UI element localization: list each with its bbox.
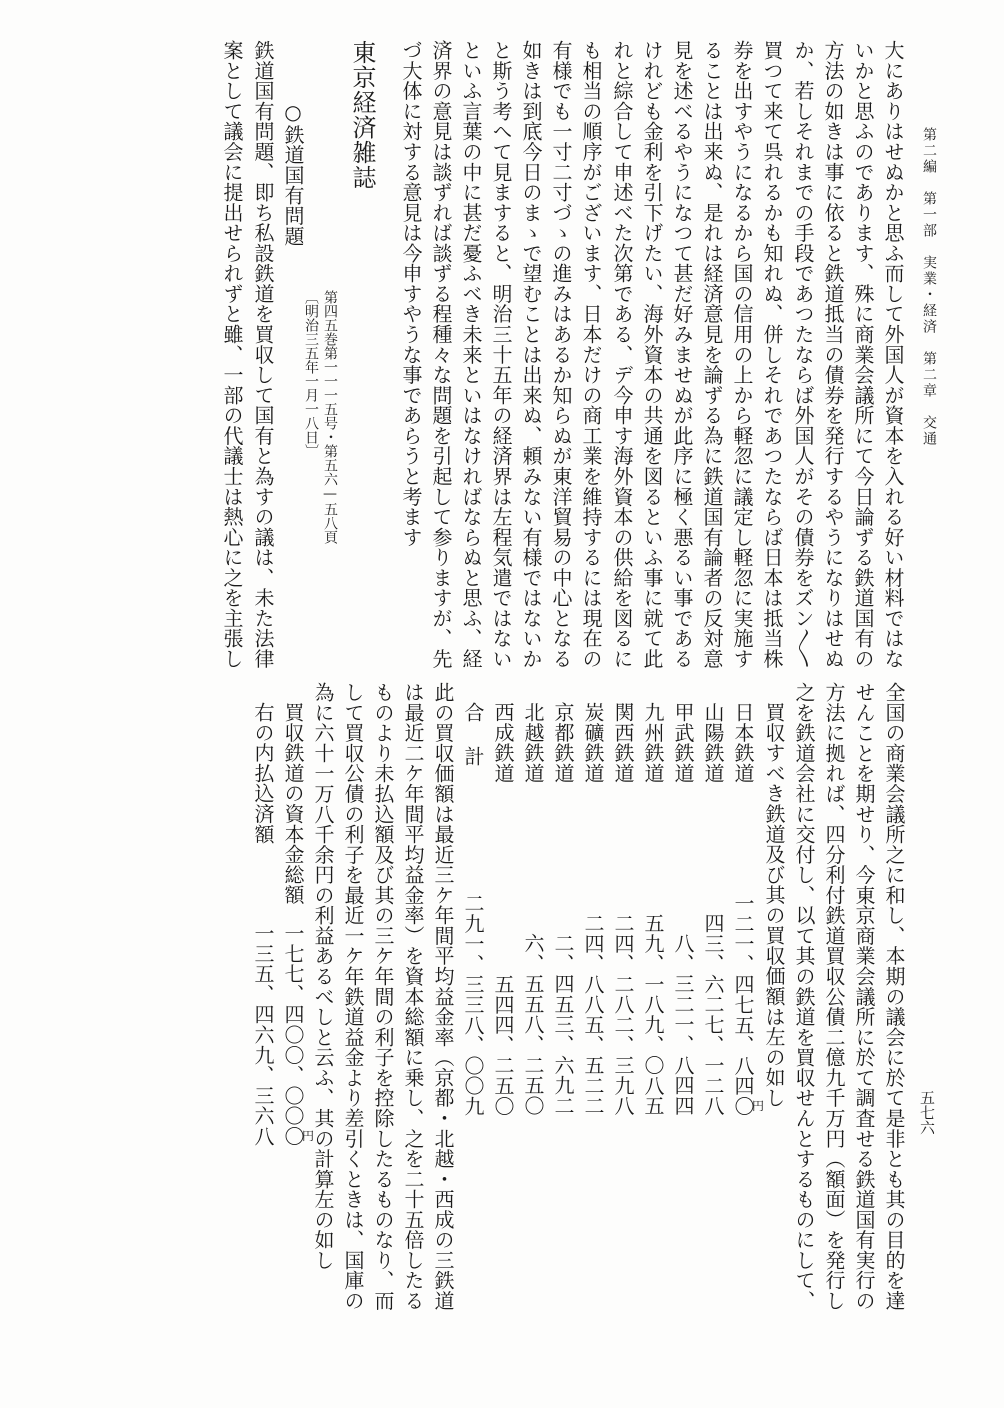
body-line: といふ言葉の中に甚だ憂ふべき未来といはなければならぬと思ふ、経 [459,40,483,669]
body-line: 如きは到底今日のまゝで望むことは出来ぬ、頼みない有様ではないか [519,40,543,669]
body-line: は最近二ケ年間平均益金率）を資本総額に乗し、之を二十五倍したる [401,682,425,1311]
body-line: と斯う考へて見ますると、明治三十五年の経済界は左程気遣ではない [489,40,513,669]
body-line: 鉄道国有問題、即ち私設鉄道を買収して国有と為すの議は、未た法律 [251,40,275,669]
railway-amount: 二、四五三、六九二 [551,933,575,1116]
railway-amount: 一二一、四七五、八四〇 [731,892,755,1116]
railway-name: 北越鉄道 [521,702,545,784]
total-amount: 二九一、三三八、〇〇九 [461,892,485,1116]
railway-name: 九州鉄道 [641,702,665,784]
body-line: 此の買収価額は最近三ケ年間平均益金率（京都・北越・西成の三鉄道 [431,682,455,1311]
source-date-note: 〔明治三五年一月一八日〕 [303,290,319,458]
capital-amount: 一七七、四〇〇、〇〇〇 [281,922,305,1146]
paid-label: 右の内払込済額 [251,702,275,844]
yen-unit-label: 円 [301,1129,314,1143]
body-line: 有様でも一寸二寸づゝの進みはあるか知らぬが東洋貿易の中心となる [549,40,573,669]
railway-amount: 五四四、二五〇 [491,974,515,1116]
body-line: ることは出来ぬ、是れは経済意見を論ずる為に鉄道国有論者の反対意 [700,40,724,669]
railway-name: 甲武鉄道 [671,702,695,784]
body-line: 買つて来て呉れるかも知れぬ、併しそれであつたならば日本は抵当株 [760,40,784,669]
body-line: 之を鉄道会社に交付し、以て其の鉄道を買収せんとするものにして、 [792,682,816,1311]
railway-amount: 八、三二一、八四四 [671,933,695,1116]
article-title: ○鉄道国有問題 [281,100,305,246]
body-line: も相当の順序がございます、日本だけの商工業を維持するには現在の [579,40,603,669]
railway-name: 関西鉄道 [611,702,635,784]
yen-unit-label: 円 [751,1099,764,1113]
railway-name: 日本鉄道 [731,702,755,784]
railway-name: 西成鉄道 [491,702,515,784]
body-line: いかと思ふのであります、殊に商業会議所にて今日論ずる鉄道国有の [851,40,875,669]
railway-amount: 六、五五八、二五〇 [521,933,545,1116]
source-note: 第四五巻第一一一五号・第五六—五八頁 [322,290,338,544]
body-line: 方法の如きは事に依ると鉄道抵当の債券を発行するやうになりはせぬ [821,40,845,669]
source-title: 東京経済雑誌 [348,40,376,190]
railway-name: 山陽鉄道 [701,702,725,784]
railway-amount: 二四、八八五、五二二 [581,913,605,1116]
body-line: 案として議会に提出せられずと雖、一部の代議士は熱心に之を主張し [220,40,244,669]
railway-amount: 二四、二八二、三九八 [611,913,635,1116]
railway-name: 京都鉄道 [551,702,575,784]
body-line: ものより未払込額及び其の三ケ年間の利子を控除したるものなり、而 [371,682,395,1311]
paid-amount: 一三五、四六九、三六八 [251,922,275,1146]
body-line: 見を述べるやうになつて甚だ好みませぬが此序に極く悪るい事である [670,40,694,669]
body-line: 券を出すやうになるから国の信用の上から軽忽に議定し軽忽に実施す [730,40,754,669]
body-line: けれども金利を引下げたい、海外資本の共通を図るといふ事に就て此 [640,40,664,669]
body-line: 大にありはせぬかと思ふ而して外国人が資本を入れる好い材料ではな [881,40,905,669]
body-line: れと綜合して申述べた次第である、デ今申す海外資本の供給を図るに [610,40,634,669]
body-line: 済界の意見は談ずれば談ずる程種々な問題を引起して参りますが、先 [429,40,453,669]
body-line: して買収公債の利子を最近一ケ年鉄道益金より差引くときは、国庫の [341,682,365,1311]
body-line: せんことを期せり、今東京商業会議所に於て調査せる鉄道国有実行の [852,682,876,1311]
total-label: 合 計 [461,702,485,768]
body-line: か、若しそれまでの手段であつたならば外国人がその債券をズン〳〵 [791,40,815,669]
railway-amount: 五九、一八九、〇八五 [641,913,665,1116]
railway-name: 炭礦鉄道 [581,702,605,784]
capital-label: 買収鉄道の資本金総額 [281,702,305,905]
running-head: 第二編 第一部 実業・経済 第二章 交通 [921,127,937,447]
body-line: づ大体に対する意見は今申すやうな事であらうと考ます [399,40,423,547]
body-line: 全国の商業会議所之に和し、本期の議会に於て是非とも其の目的を達 [882,682,906,1311]
railway-amount: 四三、六二七、一二八 [701,913,725,1116]
body-line: 為に六十一万八千余円の利益あるべしと云ふ、其の計算左の如し [311,682,335,1271]
body-line: 方法に拠れば、四分利付鉄道買収公債二億九千万円（額面）を発行し [822,682,846,1311]
body-line: 買収すべき鉄道及び其の買収価額は左の如し [762,702,786,1108]
page-number: 五七六 [918,1090,936,1135]
